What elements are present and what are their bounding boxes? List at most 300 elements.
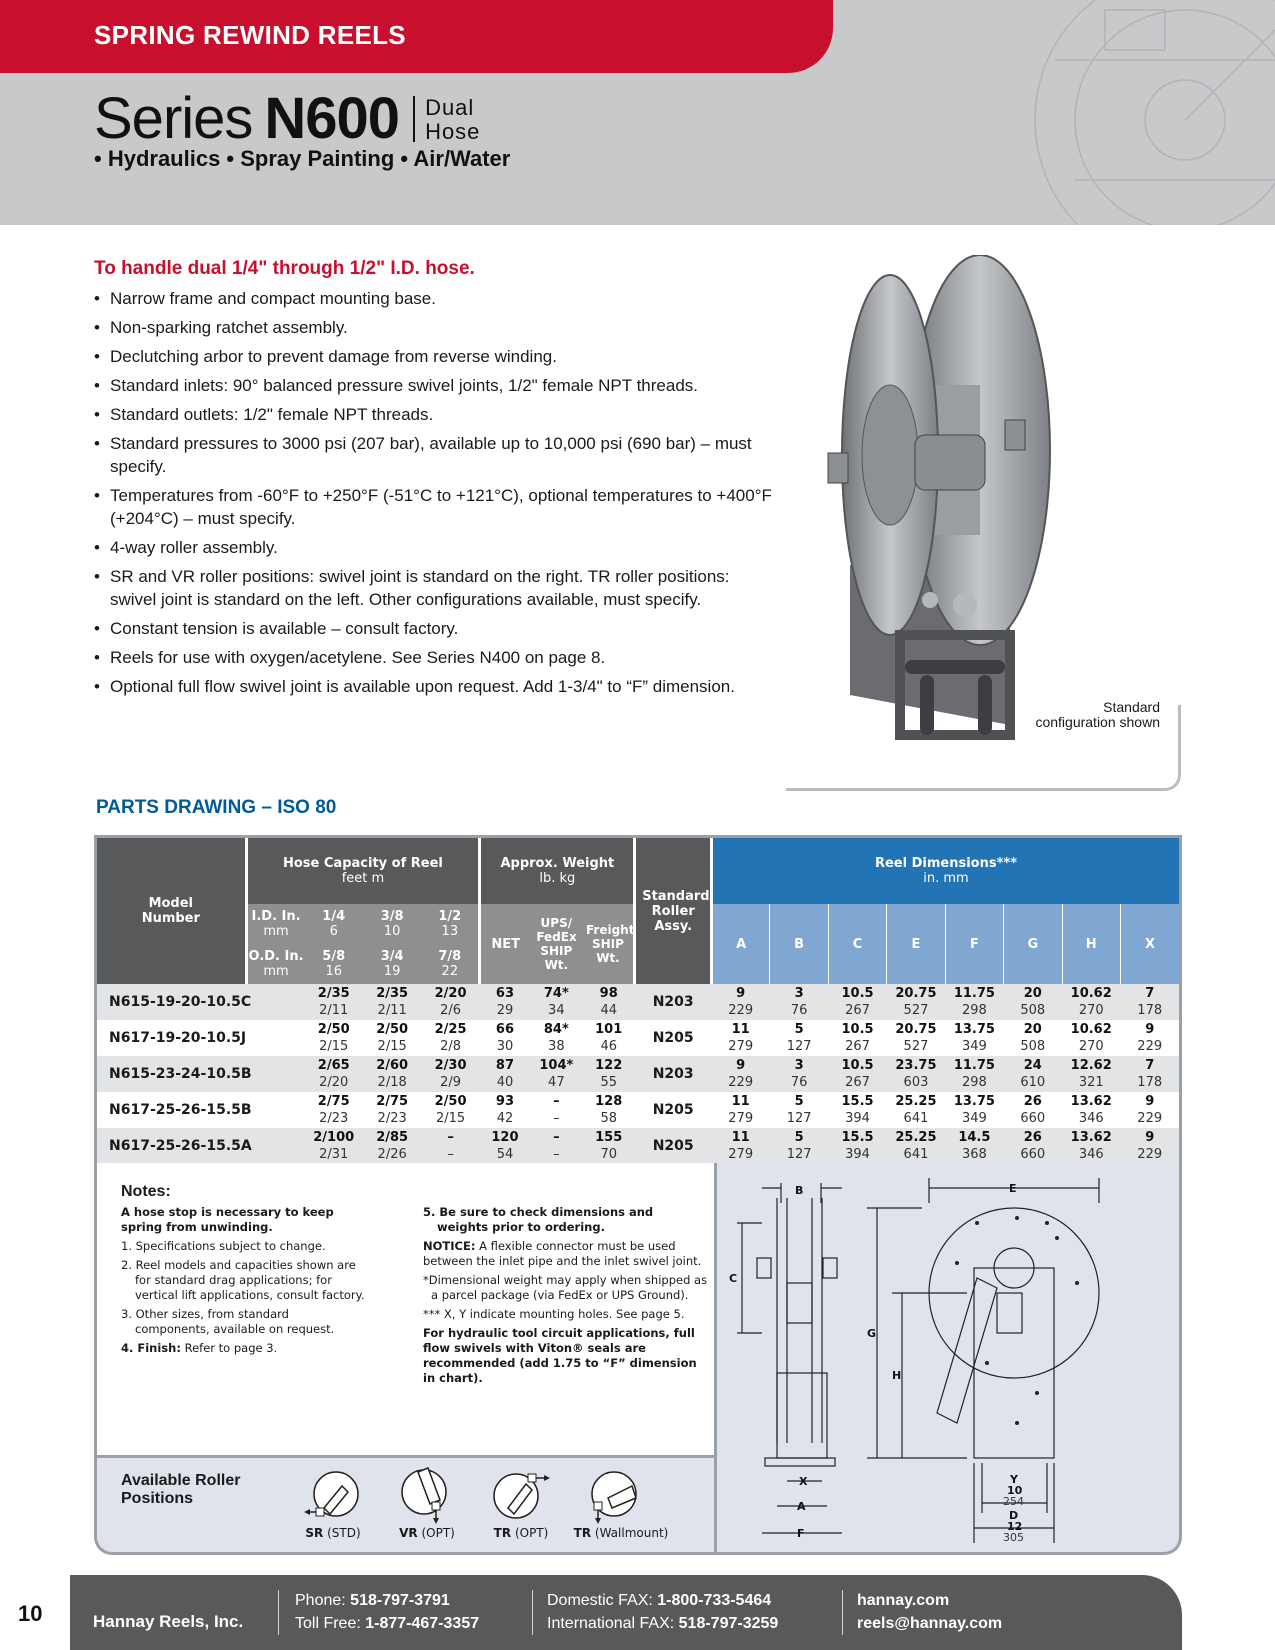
- dim-y-mm: 254: [1003, 1495, 1024, 1508]
- value-in: 2/50: [434, 1094, 467, 1109]
- size-od-cell: [421, 944, 479, 984]
- note-4-text: Refer to page 3.: [184, 1341, 278, 1355]
- table-row: [97, 1092, 1179, 1128]
- series-type: [425, 96, 480, 144]
- weight-cell: [480, 1020, 530, 1056]
- value-mm: 127: [786, 1039, 812, 1054]
- value-in: 9: [736, 1058, 746, 1073]
- value-in: 10.5: [841, 1058, 874, 1073]
- value-in: 5: [794, 1022, 804, 1037]
- dimension-cell: [945, 1092, 1003, 1128]
- note-4: [121, 1341, 366, 1356]
- value-mm: 279: [728, 1039, 754, 1054]
- dimension-cell: [711, 1092, 769, 1128]
- value-in: 2/60: [376, 1058, 409, 1073]
- dim-d-mm: 305: [1003, 1531, 1024, 1544]
- dimension-cell: [945, 984, 1003, 1020]
- col-weight-units: lb. kg: [539, 871, 576, 886]
- capacity-cell: [363, 1020, 421, 1056]
- value-mm: –: [553, 1147, 560, 1162]
- dimension-cell: [1120, 1056, 1179, 1092]
- col-dims-units: in. mm: [923, 871, 969, 886]
- value-in: 9: [1145, 1022, 1155, 1037]
- size-od-mm: 22: [441, 964, 459, 979]
- size-od-cell: [363, 944, 421, 984]
- roller-desc: (Wallmount): [594, 1526, 669, 1540]
- value-mm: 44: [600, 1003, 617, 1018]
- roller-vr-icon: [392, 1464, 462, 1526]
- feature-item: • Standard outlets: 1/2" female NPT threads.: [94, 403, 774, 426]
- value-mm: 30: [496, 1039, 514, 1054]
- size-id-cell: [305, 904, 363, 944]
- phone-number[interactable]: 518-797-3791: [350, 1592, 450, 1609]
- value-mm: 229: [1137, 1147, 1163, 1162]
- dim-col-x: [1120, 904, 1179, 984]
- col-net: [480, 904, 530, 984]
- notes-column-1: [121, 1205, 366, 1360]
- value-in: 23.75: [895, 1058, 937, 1073]
- size-od-in: 3/4: [380, 949, 404, 964]
- roller-tr-wall-icon: [586, 1464, 656, 1526]
- size-id-mm: 6: [329, 924, 338, 939]
- dimension-cell: [1120, 1020, 1179, 1056]
- capacity-cell: [421, 1092, 479, 1128]
- table-row: [97, 1020, 1179, 1056]
- value-in: –: [553, 1130, 560, 1145]
- od-label: O.D. In.: [248, 949, 304, 964]
- footer-divider: [532, 1590, 533, 1635]
- value-mm: 2/15: [435, 1111, 466, 1126]
- value-mm: 641: [903, 1147, 929, 1162]
- notes-panel: [94, 1163, 714, 1455]
- value-mm: 46: [600, 1039, 617, 1054]
- value-mm: 368: [961, 1147, 987, 1162]
- value-mm: 40: [496, 1075, 514, 1090]
- value-in: 2/50: [376, 1022, 409, 1037]
- value-mm: 2/15: [377, 1039, 407, 1054]
- value-in: 2/30: [434, 1058, 467, 1073]
- dimension-cell: [1062, 1128, 1120, 1164]
- note-3: 3. Other sizes, from standard components, available on request.: [121, 1307, 335, 1336]
- dim-col-label: A: [736, 936, 747, 952]
- value-mm: 42: [496, 1111, 514, 1126]
- dimension-cell: [1062, 1092, 1120, 1128]
- model-cell: [97, 984, 305, 1020]
- notes-column-2: [423, 1205, 708, 1390]
- value-mm: 527: [903, 1003, 929, 1018]
- col-model: [97, 838, 246, 984]
- table-row: [97, 1128, 1179, 1164]
- value-in: 13.62: [1070, 1130, 1112, 1145]
- value-in: 20.75: [895, 986, 937, 1001]
- size-id-in: 1/4: [322, 909, 346, 924]
- dimension-cell: [828, 1020, 886, 1056]
- value-mm: 229: [1137, 1111, 1163, 1126]
- roller-desc: (STD): [327, 1526, 361, 1540]
- dim-col-label: X: [1144, 936, 1155, 952]
- value-in: 84*: [543, 1022, 569, 1037]
- roller-code: TR: [573, 1526, 592, 1540]
- weight-cell: [480, 984, 530, 1020]
- value-mm: 47: [548, 1075, 565, 1090]
- value-mm: 298: [961, 1075, 987, 1090]
- value-in: 13.62: [1070, 1094, 1112, 1109]
- value-mm: 2/8: [440, 1039, 462, 1054]
- value-mm: 641: [903, 1111, 929, 1126]
- dim-col-label: H: [1085, 936, 1097, 952]
- value-mm: 29: [496, 1003, 514, 1018]
- col-ups: [530, 904, 582, 984]
- size-od-cell: [305, 944, 363, 984]
- col-weight: [480, 838, 635, 904]
- footer-web: [857, 1589, 1002, 1635]
- lead-heading: To handle dual 1/4" through 1/2" I.D. hose.: [94, 258, 475, 279]
- weight-cell: [530, 1092, 582, 1128]
- dimension-cell: [828, 984, 886, 1020]
- roller-assy: N205: [652, 1030, 694, 1046]
- dim-col-a: [711, 904, 769, 984]
- value-in: 2/65: [317, 1058, 350, 1073]
- value-mm: 70: [600, 1147, 617, 1162]
- size-od-mm: 19: [383, 964, 401, 979]
- dim-label-f: F: [797, 1527, 805, 1540]
- domestic-fax-number: 1-800-733-5464: [657, 1592, 772, 1609]
- value-mm: –: [447, 1147, 454, 1162]
- dimension-cell: [711, 1056, 769, 1092]
- value-mm: 58: [600, 1111, 617, 1126]
- hose-stop-note: A hose stop is necessary to keep spring from unwinding.: [121, 1205, 334, 1234]
- value-mm: 298: [961, 1003, 987, 1018]
- roller-cell: [635, 1020, 712, 1056]
- tollfree-number[interactable]: 1-877-467-3357: [365, 1615, 480, 1632]
- dim-label-e: E: [1009, 1182, 1017, 1195]
- roller-vr: [377, 1464, 477, 1554]
- value-mm: 229: [728, 1003, 754, 1018]
- series-heading: [94, 82, 480, 152]
- value-mm: 660: [1020, 1111, 1046, 1126]
- value-mm: 127: [786, 1147, 812, 1162]
- value-mm: 508: [1020, 1003, 1046, 1018]
- capacity-cell: [421, 1056, 479, 1092]
- value-in: 5: [794, 1130, 804, 1145]
- value-mm: 55: [600, 1075, 617, 1090]
- size-id-in: 1/2: [438, 909, 462, 924]
- capacity-cell: [305, 1092, 363, 1128]
- value-mm: 349: [961, 1039, 987, 1054]
- value-in: 104*: [539, 1058, 574, 1073]
- footer-fax: [547, 1589, 778, 1635]
- value-mm: 279: [728, 1147, 754, 1162]
- value-in: 26: [1023, 1130, 1042, 1145]
- parts-drawing-title: PARTS DRAWING – ISO 80: [96, 797, 337, 818]
- dimension-diagram-panel: [714, 1163, 1182, 1555]
- id-label: I.D. In.: [251, 909, 301, 924]
- model-cell: [97, 1092, 305, 1128]
- value-in: 2/35: [317, 986, 350, 1001]
- dim-col-g: [1004, 904, 1062, 984]
- size-od-in: 7/8: [438, 949, 462, 964]
- dimension-cell: [1004, 1020, 1062, 1056]
- dim-label-b: B: [795, 1184, 804, 1197]
- value-in: 2/25: [434, 1022, 467, 1037]
- value-in: 2/35: [376, 986, 409, 1001]
- size-id-mm: 10: [383, 924, 401, 939]
- value-in: 3: [794, 1058, 804, 1073]
- reel-product-image: [820, 255, 1080, 770]
- value-mm: 2/11: [319, 1003, 349, 1018]
- value-mm: 346: [1078, 1147, 1104, 1162]
- size-id-cell: [363, 904, 421, 944]
- capacity-cell: [363, 1092, 421, 1128]
- dimension-cell: [1120, 1128, 1179, 1164]
- value-in: 2/20: [434, 986, 467, 1001]
- value-in: 87: [495, 1058, 514, 1073]
- capacity-cell: [305, 1128, 363, 1164]
- capacity-cell: [363, 984, 421, 1020]
- dim-label-g: G: [867, 1327, 877, 1340]
- col-freight-label: Freight SHIP Wt.: [585, 923, 635, 965]
- value-mm: 660: [1020, 1147, 1046, 1162]
- reel-line-art: [855, 0, 1275, 225]
- capacity-cell: [363, 1128, 421, 1164]
- value-in: 13.75: [953, 1022, 995, 1037]
- feature-list: [94, 287, 774, 704]
- model-number: N615-19-20-10.5C: [109, 994, 252, 1010]
- domestic-fax-label: Domestic FAX:: [547, 1592, 653, 1609]
- table-row: [97, 984, 1179, 1020]
- note-5: 5. Be sure to check dimensions and weights prior to ordering.: [423, 1205, 654, 1234]
- feature-item: • Temperatures from -60°F to +250°F (-51°C to +121°C), optional temperatures to +400°F (+204°C) – must specify.: [94, 484, 774, 530]
- feature-item: • SR and VR roller positions: swivel joint is standard on the right. TR roller positions: swivel joint is standard on the left. Other configurations available, must specify.: [94, 565, 774, 611]
- series-word: Series: [94, 86, 253, 151]
- value-in: 11.75: [953, 986, 995, 1001]
- roller-positions-panel: [94, 1455, 714, 1555]
- series-type-line1: Dual: [425, 95, 475, 120]
- dimension-cell: [711, 1020, 769, 1056]
- od-mm-label: mm: [263, 964, 289, 979]
- value-mm: 508: [1020, 1039, 1046, 1054]
- notes-title: Notes:: [121, 1183, 171, 1200]
- weight-cell: [480, 1056, 530, 1092]
- dim-col-c: [828, 904, 886, 984]
- feature-item: • Constant tension is available – consult factory.: [94, 617, 774, 640]
- value-in: 25.25: [895, 1094, 937, 1109]
- col-roller-label: Standard Roller Assy.: [642, 888, 710, 934]
- value-mm: 2/20: [319, 1075, 349, 1090]
- value-in: 20: [1023, 986, 1042, 1001]
- spec-table-wrapper: [94, 835, 1182, 1163]
- value-in: 101: [595, 1022, 623, 1037]
- model-number: N617-25-26-15.5B: [109, 1102, 252, 1118]
- dimension-cell: [770, 1020, 828, 1056]
- value-in: 63: [495, 986, 514, 1001]
- footer-company: Hannay Reels, Inc.: [93, 1612, 244, 1631]
- value-mm: 2/31: [319, 1147, 349, 1162]
- value-mm: 2/9: [440, 1075, 462, 1090]
- series-model: N600: [264, 86, 400, 151]
- value-in: 11: [731, 1130, 750, 1145]
- value-in: 9: [736, 986, 746, 1001]
- dim-col-label: E: [911, 936, 921, 952]
- dimension-cell: [887, 1020, 945, 1056]
- page-number: 10: [0, 1575, 70, 1650]
- roller-vr-label: [377, 1526, 477, 1540]
- spec-table-body: [97, 984, 1179, 1164]
- dim-col-f: [945, 904, 1003, 984]
- dim-col-label: F: [969, 936, 979, 952]
- dim-label-c: C: [729, 1272, 738, 1285]
- value-in: –: [553, 1094, 560, 1109]
- value-in: 14.5: [958, 1130, 991, 1145]
- value-in: 15.5: [841, 1130, 874, 1145]
- model-number: N617-25-26-15.5A: [109, 1138, 252, 1154]
- dim-label-d: D: [1009, 1509, 1019, 1522]
- xy-note: *** X, Y indicate mounting holes. See page 5.: [423, 1307, 685, 1321]
- value-in: 10.62: [1070, 1022, 1112, 1037]
- dimension-drawing: [717, 1163, 1179, 1549]
- note-4-label: 4. Finish:: [121, 1341, 181, 1355]
- size-od-in: 5/8: [322, 949, 346, 964]
- hydraulic-note: For hydraulic tool circuit applications, full flow swivels with Viton® seals are recommended (add 1.75 to “F” dimension in chart).: [423, 1326, 697, 1385]
- header-band: [0, 0, 1275, 225]
- value-mm: 76: [790, 1075, 808, 1090]
- value-mm: 279: [728, 1111, 754, 1126]
- value-in: 122: [595, 1058, 623, 1073]
- note-2: 2. Reel models and capacities shown are for standard drag applications; for vertical lift applications, consult factory.: [121, 1258, 365, 1302]
- dimension-cell: [887, 1128, 945, 1164]
- value-in: 7: [1145, 1058, 1155, 1073]
- value-mm: 2/23: [319, 1111, 349, 1126]
- roller-tr-opt-label: [471, 1526, 571, 1540]
- dim-col-b: [770, 904, 828, 984]
- section-tab: [0, 0, 833, 73]
- col-ups-label: UPS/ FedEx SHIP Wt.: [536, 916, 577, 972]
- dimension-cell: [1062, 1056, 1120, 1092]
- dimension-cell: [887, 984, 945, 1020]
- value-in: 20.75: [895, 1022, 937, 1037]
- weight-cell: [480, 1128, 530, 1164]
- value-in: 98: [599, 986, 618, 1001]
- size-id-cell: [421, 904, 479, 944]
- size-id-mm: 13: [441, 924, 459, 939]
- value-in: 155: [595, 1130, 623, 1145]
- dimension-cell: [945, 1128, 1003, 1164]
- section-title: SPRING REWIND REELS: [94, 20, 406, 50]
- value-mm: 2/26: [377, 1147, 407, 1162]
- capacity-cell: [305, 1056, 363, 1092]
- od-label-cell: [246, 944, 304, 984]
- value-in: 5: [794, 1094, 804, 1109]
- dimension-cell: [770, 1128, 828, 1164]
- dim-label-a: A: [797, 1500, 806, 1513]
- intl-fax-label: International FAX:: [547, 1615, 675, 1632]
- value-mm: 178: [1137, 1003, 1163, 1018]
- weight-cell: [583, 984, 635, 1020]
- value-in: 2/100: [313, 1130, 355, 1145]
- tollfree-label: Toll Free:: [295, 1615, 361, 1632]
- roller-tr-wall-label: [571, 1526, 671, 1540]
- value-mm: 229: [1137, 1039, 1163, 1054]
- dimension-cell: [1004, 1128, 1062, 1164]
- roller-code: VR: [399, 1526, 418, 1540]
- dimension-cell: [770, 984, 828, 1020]
- roller-sr-icon: [298, 1464, 368, 1526]
- id-mm-label: mm: [263, 924, 289, 939]
- value-in: 66: [495, 1022, 514, 1037]
- dim-col-h: [1062, 904, 1120, 984]
- note-1: 1. Specifications subject to change.: [121, 1239, 326, 1253]
- weight-cell: [583, 1056, 635, 1092]
- col-capacity-label: Hose Capacity of Reel: [283, 856, 443, 871]
- roller-code: SR: [305, 1526, 324, 1540]
- value-in: 15.5: [841, 1094, 874, 1109]
- roller-assy: N203: [652, 994, 694, 1010]
- value-in: 2/85: [376, 1130, 409, 1145]
- website-link[interactable]: hannay.com: [857, 1592, 950, 1609]
- value-mm: 267: [845, 1039, 870, 1054]
- dimension-cell: [945, 1056, 1003, 1092]
- value-in: 74*: [543, 986, 569, 1001]
- size-od-mm: 16: [325, 964, 342, 979]
- dimension-cell: [1120, 1092, 1179, 1128]
- value-mm: 346: [1078, 1111, 1104, 1126]
- feature-item: • Optional full flow swivel joint is available upon request. Add 1-3/4" to “F” dimension.: [94, 675, 774, 698]
- value-in: 12.62: [1070, 1058, 1112, 1073]
- weight-cell: [530, 1056, 582, 1092]
- value-in: 7: [1145, 986, 1155, 1001]
- feature-item: • Reels for use with oxygen/acetylene. See Series N400 on page 8.: [94, 646, 774, 669]
- dimension-cell: [828, 1056, 886, 1092]
- email-link[interactable]: reels@hannay.com: [857, 1615, 1003, 1632]
- feature-item: • 4-way roller assembly.: [94, 536, 774, 559]
- value-in: 128: [595, 1094, 623, 1109]
- title-divider: [413, 96, 415, 142]
- dimension-cell: [1004, 1056, 1062, 1092]
- model-number: N617-19-20-10.5J: [109, 1030, 247, 1046]
- col-freight: [583, 904, 635, 984]
- value-in: 10.5: [841, 986, 874, 1001]
- value-mm: 270: [1078, 1003, 1104, 1018]
- feature-item: • Standard inlets: 90° balanced pressure swivel joints, 1/2" female NPT threads.: [94, 374, 774, 397]
- roller-tr-opt: [471, 1464, 571, 1554]
- footer-divider: [842, 1590, 843, 1635]
- dim-col-label: G: [1027, 936, 1039, 952]
- dimension-cell: [1062, 1020, 1120, 1056]
- roller-code: TR: [493, 1526, 512, 1540]
- dim-label-h: H: [892, 1369, 902, 1382]
- value-mm: 267: [845, 1003, 870, 1018]
- feature-item: • Standard pressures to 3000 psi (207 bar), available up to 10,000 psi (690 bar) – must specify.: [94, 432, 774, 478]
- col-dims-label: Reel Dimensions***: [874, 856, 1017, 871]
- roller-desc: (OPT): [421, 1526, 455, 1540]
- table-row: [97, 1056, 1179, 1092]
- value-mm: –: [553, 1111, 560, 1126]
- applications-subtitle: • Hydraulics • Spray Painting • Air/Water: [94, 146, 511, 171]
- weight-cell: [583, 1092, 635, 1128]
- value-mm: 394: [845, 1147, 870, 1162]
- dimension-cell: [887, 1092, 945, 1128]
- value-mm: 267: [845, 1075, 870, 1090]
- value-in: 2/75: [376, 1094, 409, 1109]
- value-mm: 2/6: [440, 1003, 462, 1018]
- footer-divider: [278, 1590, 279, 1635]
- roller-assy: N203: [652, 1066, 694, 1082]
- dim-y-in: 10: [1007, 1484, 1023, 1497]
- value-mm: 603: [903, 1075, 929, 1090]
- dim-col-label: B: [794, 936, 805, 952]
- notice-label: NOTICE:: [423, 1239, 476, 1253]
- model-cell: [97, 1056, 305, 1092]
